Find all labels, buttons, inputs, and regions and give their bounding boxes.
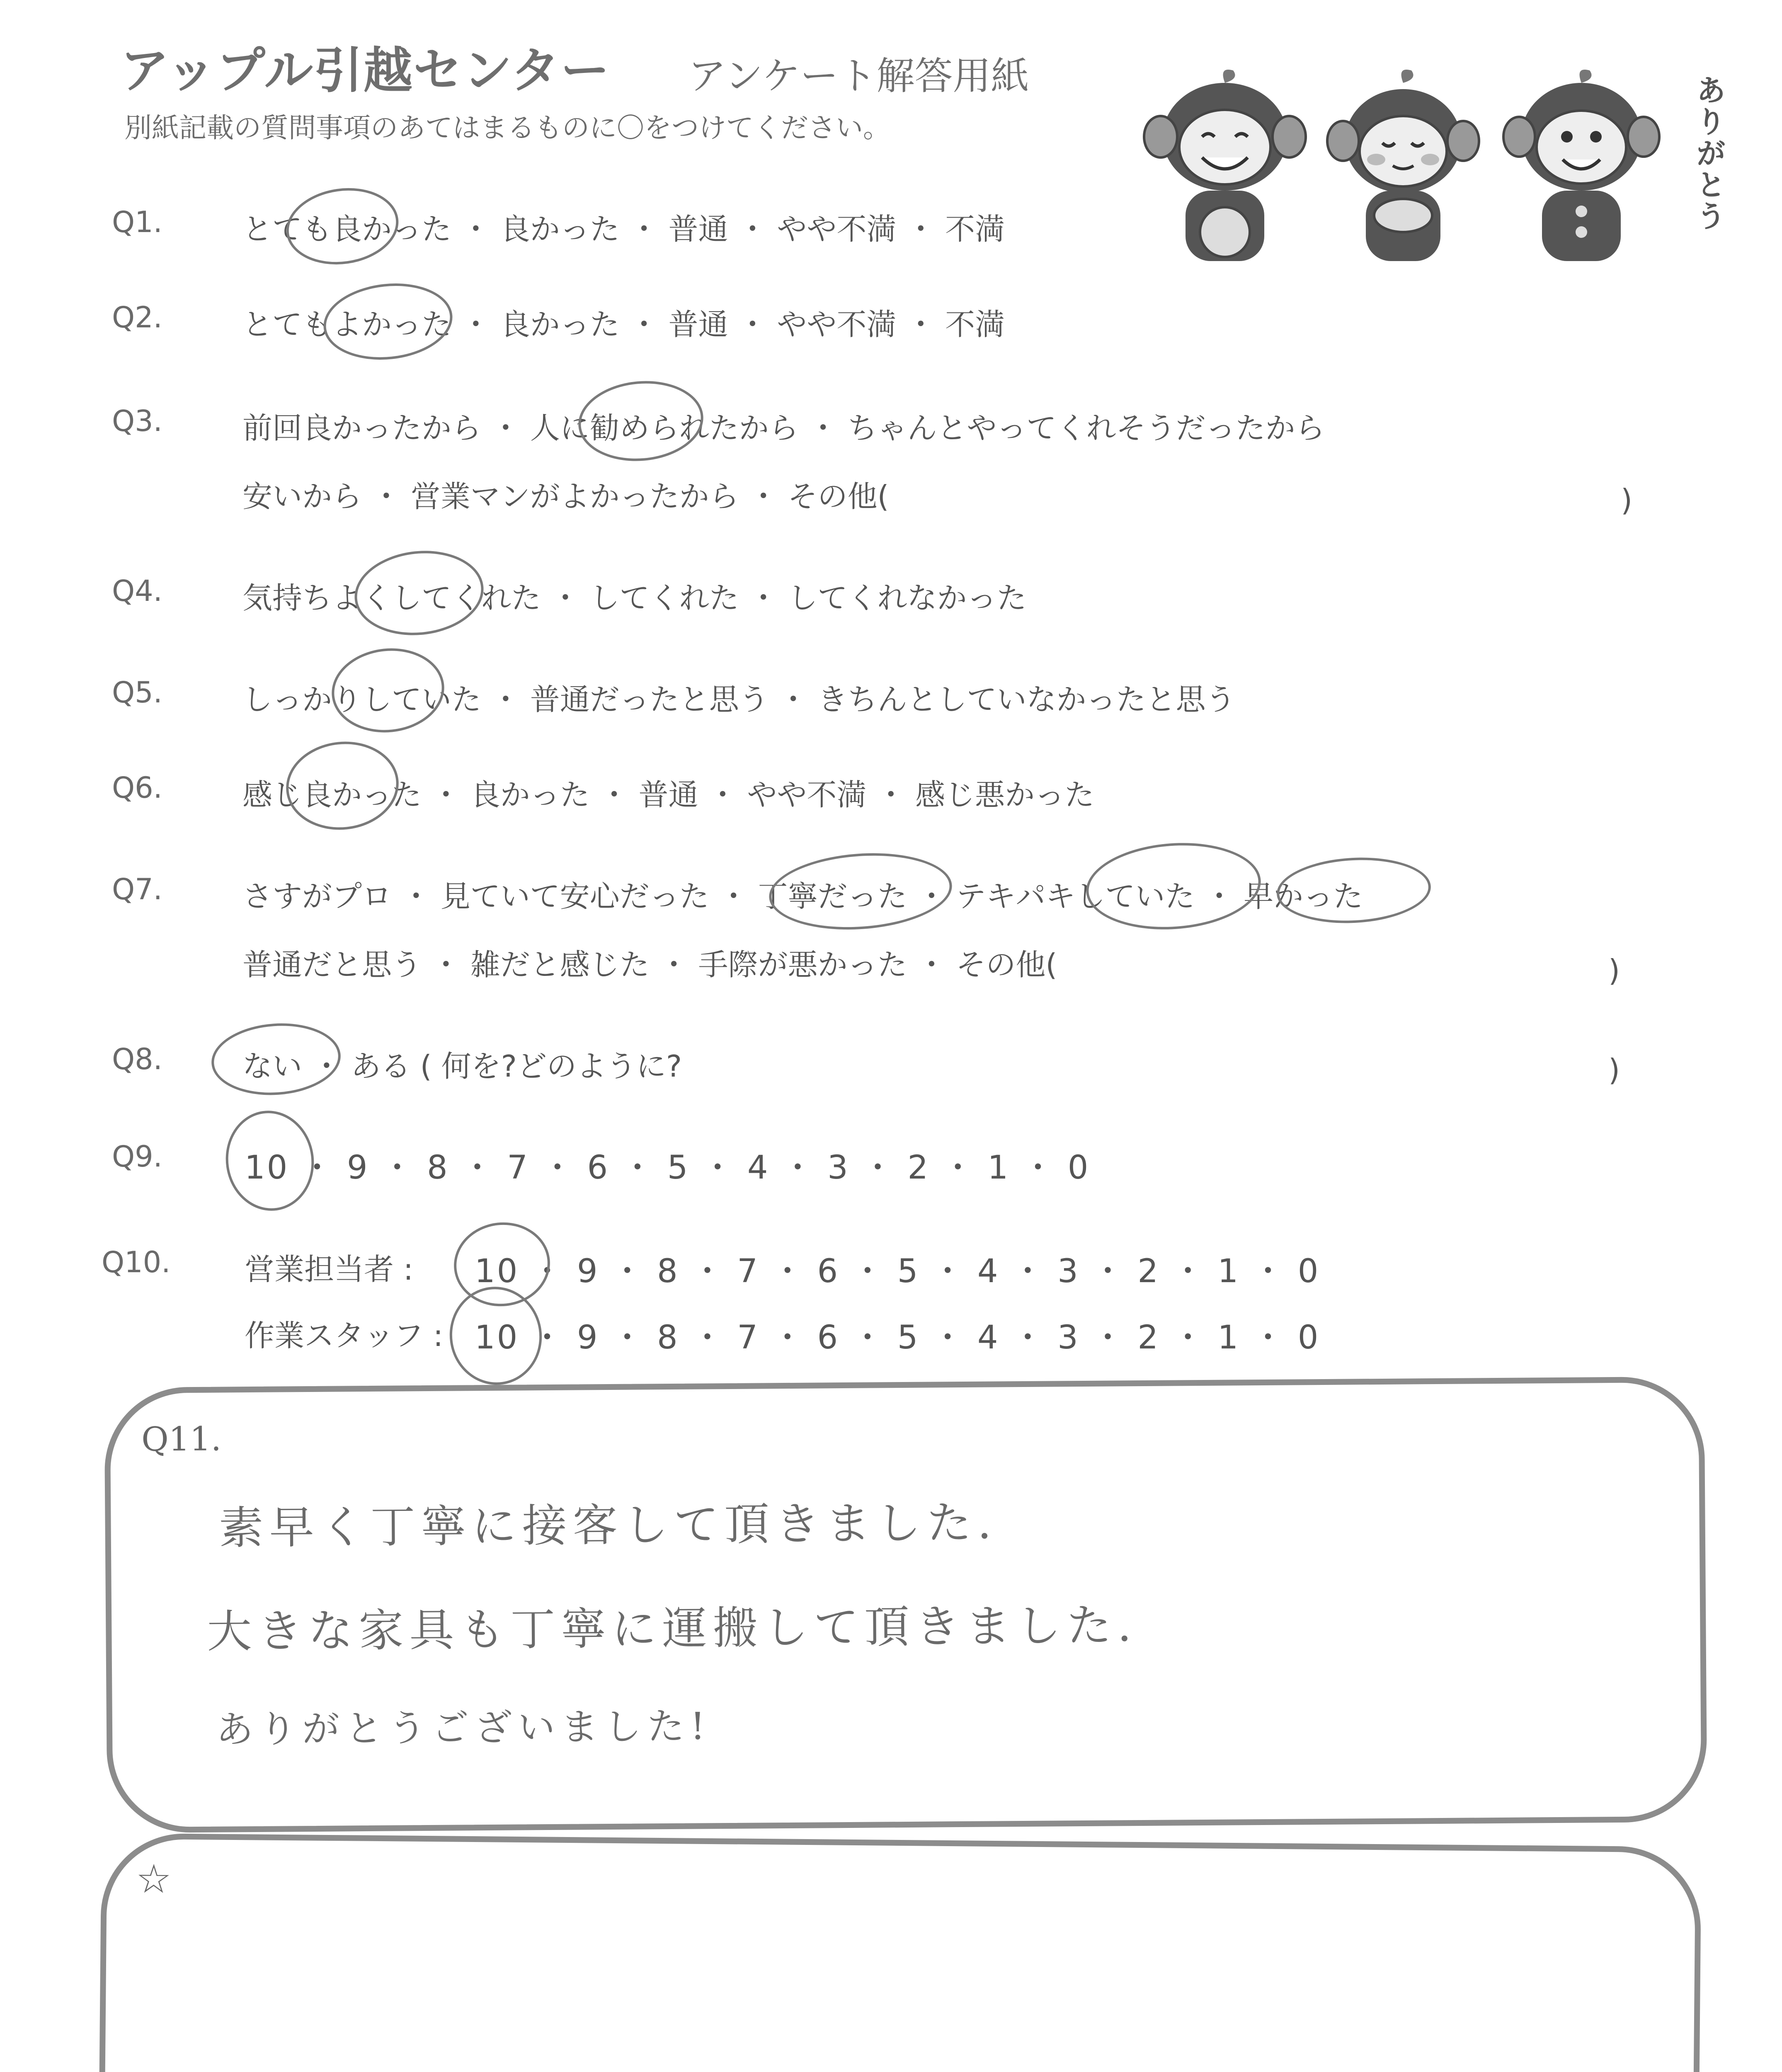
monkey-icon [1492, 66, 1670, 282]
answer-circle [766, 847, 955, 935]
q10-staff-label: 作業スタッフ : [245, 1318, 444, 1353]
q11-label: Q11. [141, 1419, 222, 1459]
instruction-text: 別紙記載の質問事項のあてはまるものに〇をつけてください。 [124, 112, 890, 144]
q4-options[interactable]: 気持ちよくしてくれた ・ してくれた ・ してくれなかった [242, 581, 1027, 615]
answer-circle [327, 643, 449, 738]
answer-circle [444, 1281, 548, 1391]
q2-label: Q2. [112, 300, 162, 334]
q10-staff-scale[interactable]: 10 ・ 9 ・ 8 ・ 7 ・ 6 ・ 5 ・ 4 ・ 3 ・ 2 ・ 1 ・ 0 [475, 1319, 1320, 1356]
q7-close-paren: ) [1608, 953, 1620, 988]
answer-circle [350, 545, 487, 641]
q8-close-paren: ) [1608, 1053, 1620, 1087]
form-subtitle: アンケート解答用紙 [688, 54, 1029, 98]
monkey-icon [1314, 66, 1492, 282]
q10-sales-scale[interactable]: 10 ・ 9 ・ 8 ・ 7 ・ 6 ・ 5 ・ 4 ・ 3 ・ 2 ・ 1 ・ 0 [475, 1253, 1320, 1290]
q7-options[interactable]: さすがプロ ・ 見ていて安心だった ・ 丁寧だった ・ テキパキしていた ・ 早かった [242, 879, 1363, 914]
q3-options-line2[interactable]: 安いから ・ 営業マンがよかったから ・ その他( [242, 479, 889, 514]
q6-options[interactable]: 感じ良かった ・ 良かった ・ 普通 ・ やや不満 ・ 感じ悪かった [242, 777, 1095, 812]
monkey-icon [1136, 66, 1314, 282]
answer-circle [1083, 838, 1263, 935]
q1-options[interactable]: とても良かった ・ 良かった ・ 普通 ・ やや不満 ・ 不満 [242, 212, 1005, 247]
answer-circle [1275, 854, 1433, 927]
q11-comment-box[interactable] [104, 1377, 1707, 1833]
comment-line: ありがとうございました! [216, 1704, 711, 1752]
q10-label: Q10. [102, 1245, 171, 1279]
mascot-caption: ありがとう [1691, 75, 1726, 232]
q8-options[interactable]: ない ・ ある ( 何を?どのように? [242, 1049, 682, 1084]
q7-options-line2[interactable]: 普通だと思う ・ 雑だと感じた ・ 手際が悪かった ・ その他( [242, 947, 1057, 982]
answer-circle [209, 1019, 343, 1099]
q4-label: Q4. [112, 574, 162, 608]
answer-circle [282, 736, 403, 835]
answer-circle [320, 277, 456, 366]
answer-circle [219, 1105, 320, 1216]
answer-circle [281, 181, 404, 271]
answer-circle [575, 376, 707, 466]
comment-line: 大きな家具も丁寧に運搬して頂きました. [206, 1600, 1138, 1658]
q7-label: Q7. [112, 872, 162, 906]
q9-label: Q9. [112, 1140, 162, 1174]
q3-label: Q3. [112, 404, 162, 438]
q5-options[interactable]: しっかりしていた ・ 普通だったと思う ・ きちんとしていなかったと思う [242, 682, 1236, 717]
star-icon: ☆ [136, 1855, 172, 1903]
q5-label: Q5. [112, 675, 162, 709]
mascot-illustration [1136, 50, 1729, 282]
q1-label: Q1. [112, 205, 162, 239]
q8-label: Q8. [112, 1042, 162, 1076]
q3-options[interactable]: 前回良かったから ・ 人に勧められたから ・ ちゃんとやってくれそうだったから [242, 411, 1325, 445]
q2-options[interactable]: とてもよかった ・ 良かった ・ 普通 ・ やや不満 ・ 不満 [242, 307, 1005, 342]
star-comment-box[interactable] [97, 1833, 1701, 2072]
q3-close-paren: ) [1621, 483, 1633, 518]
q9-scale[interactable]: 10 ・ 9 ・ 8 ・ 7 ・ 6 ・ 5 ・ 4 ・ 3 ・ 2 ・ 1 ・ 0 [245, 1149, 1090, 1186]
form-title: アップル引越センター [120, 42, 611, 99]
comment-line: 素早く丁寧に接客して頂きました. [218, 1497, 998, 1554]
q6-label: Q6. [112, 771, 162, 805]
q10-sales-label: 営業担当者 : [245, 1252, 414, 1287]
